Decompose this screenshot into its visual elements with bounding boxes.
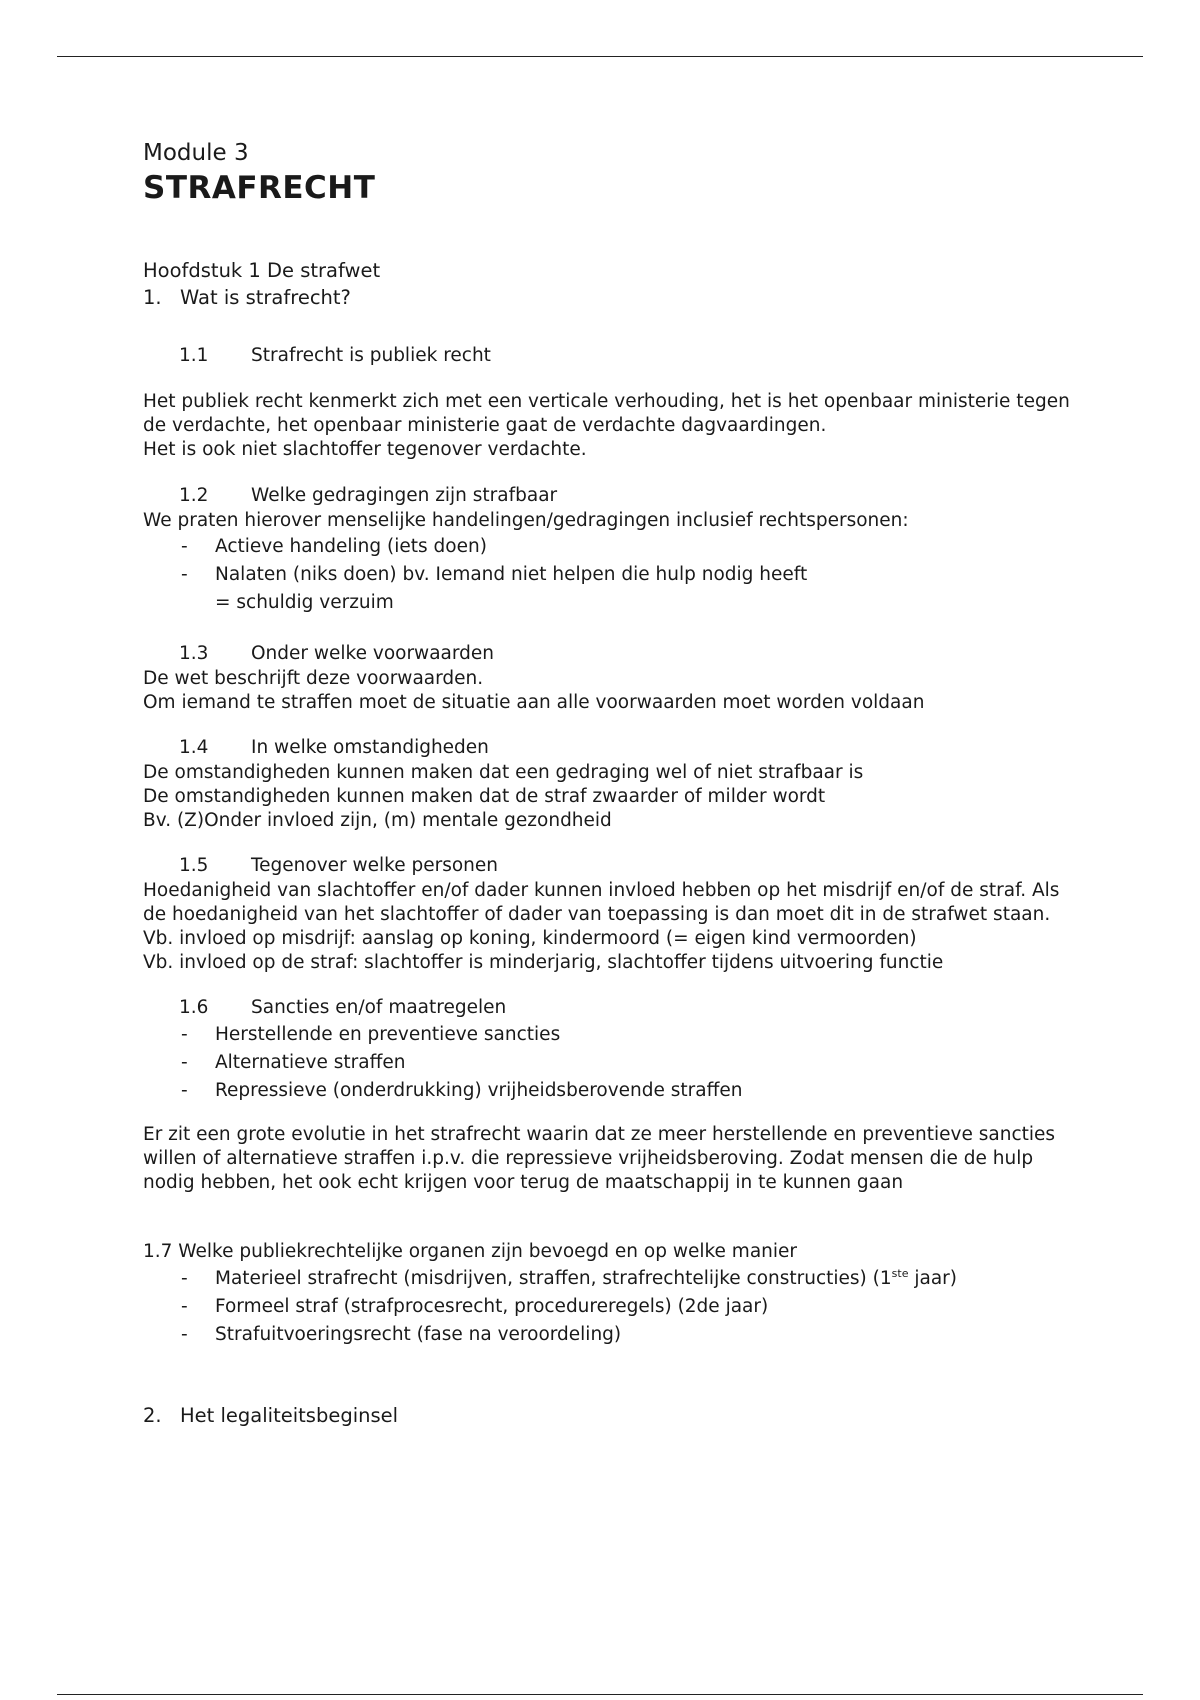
header-rule [57,56,1143,57]
subsection-heading-1-5 [179,853,1073,879]
paragraph: Het publiek recht kenmerkt zich met een verticale verhouding, het is het openbaar ministerie tegen de verdachte, het openbaar ministerie gaat de verdachte dagvaardingen. [143,391,1070,437]
subsection-number: 1.1 [179,345,209,367]
subsection-heading-1-4 [179,735,1073,761]
footer-rule [57,1694,1143,1695]
subsection-label: Onder welke voorwaarden [251,643,494,665]
subsection-heading-1-2 [179,483,1073,509]
subsection-number: 1.5 [179,854,209,876]
bullet-dash: - [181,1023,188,1045]
module-label: Module 3 [143,140,249,166]
paragraph: Om iemand te straffen moet de situatie aan alle voorwaarden moet worden voldaan [143,692,925,714]
paragraph: We praten hierover menselijke handelingen/gedragingen inclusief rechtspersonen: [143,510,909,532]
subsection-label: Tegenover welke personen [251,854,499,876]
list-note: = schuldig verzuim [215,592,394,614]
paragraph: De omstandigheden kunnen maken dat een gedraging wel of niet strafbaar is [143,761,864,783]
document-title: STRAFRECHT [143,169,376,206]
paragraph: De wet beschrijft deze voorwaarden. [143,668,484,690]
list-item: - Strafuitvoeringsrecht (fase na veroordeling) [143,1321,1073,1349]
bullet-dash: - [181,564,188,586]
bullet-dash: - [181,1295,188,1317]
subsection-label: Welke gedragingen zijn strafbaar [251,485,558,507]
paragraph: Vb. invloed op misdrijf: aanslag op koning, kindermoord (= eigen kind vermoorden) [143,927,917,949]
section-heading-2 [143,1402,1073,1429]
bullet-list [143,1265,1073,1349]
subsection-heading-1-6 [179,995,1073,1021]
bullet-dash: - [181,1267,188,1289]
list-item: - Herstellende en preventieve sancties [143,1021,1073,1049]
list-item: - Actieve handeling (iets doen) [143,533,1073,561]
paragraph: Bv. (Z)Onder invloed zijn, (m) mentale gezondheid [143,809,612,831]
bullet-dash: - [181,1079,188,1101]
paragraph: Vb. invloed op de straf: slachtoffer is minderjarig, slachtoffer tijdens uitvoering functie [143,951,944,973]
section-number: 1. [143,286,162,310]
list-item: - Formeel straf (strafprocesrecht, procedureregels) (2de jaar) [143,1293,1073,1321]
section-label: Wat is strafrecht? [180,286,351,310]
bullet-dash: - [181,1323,188,1345]
paragraph: Het is ook niet slachtoffer tegenover verdachte. [143,439,587,461]
superscript: ste [891,1266,909,1280]
paragraph: De omstandigheden kunnen maken dat de straf zwaarder of milder wordt [143,785,826,807]
list-item: - Nalaten (niks doen) bv. Iemand niet helpen die hulp nodig heeft [143,561,1073,589]
paragraph: Er zit een grote evolutie in het strafrecht waarin dat ze meer herstellende en preventieve sancties willen of alternatieve straffen i.p.v. die repressieve vrijheidsberoving. Zodat mensen die de hulp nodig hebben, het ook echt krijgen voor terug de maatschappij in te kunnen gaan [143,1123,1056,1193]
subsection-heading-1-7: 1.7 Welke publiekrechtelijke organen zijn bevoegd en op welke manier [143,1240,798,1262]
chapter-heading: Hoofdstuk 1 De strafwet [143,258,381,282]
bullet-list [143,1021,1073,1105]
bullet-dash: - [181,536,188,558]
paragraph: Hoedanigheid van slachtoffer en/of dader kunnen invloed hebben op het misdrijf en/of de straf. Als de hoedanigheid van het slachtoffer of dader van toepassing is dan moet dit in de strafwet staan. [143,879,1060,925]
subsection-label: Strafrecht is publiek recht [251,345,491,367]
section-number: 2. [143,1403,162,1427]
subsection-number: 1.4 [179,737,209,759]
list-item: - Alternatieve straffen [143,1049,1073,1077]
bullet-list [143,533,1073,589]
subsection-number: 1.2 [179,485,209,507]
list-item: - Repressieve (onderdrukking) vrijheidsberovende straffen [143,1077,1073,1105]
section-heading-1 [143,284,1073,311]
subsection-label: In welke omstandigheden [251,737,489,759]
section-label: Het legaliteitsbeginsel [180,1403,399,1427]
subsection-number: 1.3 [179,643,209,665]
bullet-dash: - [181,1051,188,1073]
subsection-heading-1-3 [179,641,1073,667]
list-item: - Materieel strafrecht (misdrijven, straffen, strafrechtelijke constructies) (1ste jaar) [143,1265,1073,1293]
document-page [143,140,1073,1429]
subsection-heading-1-1 [179,343,1073,369]
subsection-number: 1.6 [179,996,209,1018]
subsection-label: Sancties en/of maatregelen [251,996,507,1018]
